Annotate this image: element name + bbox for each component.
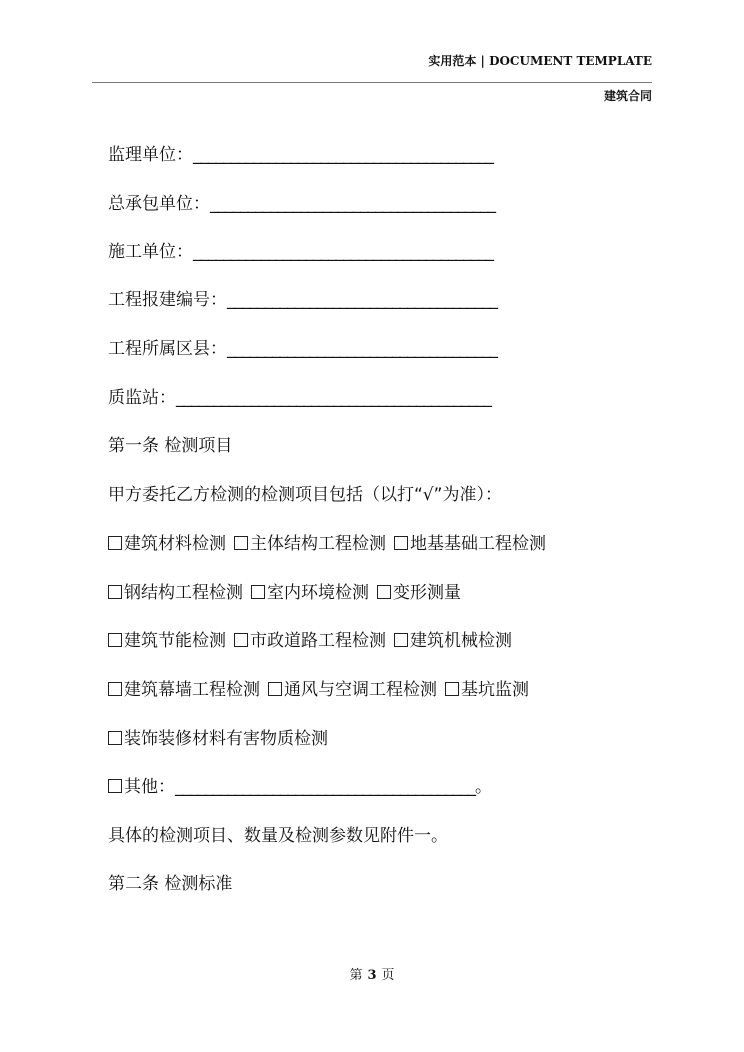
field-label: 工程报建编号：: [108, 290, 227, 310]
checkbox-icon[interactable]: [445, 682, 459, 696]
other-end: 。: [475, 777, 492, 797]
checkbox-item[interactable]: [108, 583, 243, 603]
checkbox-label: 建筑材料检测: [124, 534, 226, 554]
detail-text: 具体的检测项目、数量及检测参数见附件一。: [108, 826, 448, 846]
checkbox-icon[interactable]: [108, 633, 122, 647]
checkbox-item[interactable]: [251, 583, 369, 603]
field-supervisor: [108, 143, 493, 167]
header-rule: [92, 82, 652, 83]
checkbox-row: [108, 727, 328, 751]
checkbox-row: [108, 581, 461, 605]
checkbox-icon[interactable]: [108, 585, 122, 599]
field-construction-unit: [108, 240, 493, 264]
checkbox-icon[interactable]: [394, 633, 408, 647]
checkbox-label: 地基基础工程检测: [410, 534, 546, 554]
page-number: 3: [367, 968, 377, 983]
checkbox-item[interactable]: [108, 680, 260, 700]
field-blank: ____________________________________: [227, 339, 497, 359]
checkbox-icon[interactable]: [108, 536, 122, 550]
checkbox-icon[interactable]: [377, 585, 391, 599]
checkbox-item[interactable]: [234, 534, 386, 554]
checkbox-icon[interactable]: [108, 731, 122, 745]
page-footer: [0, 964, 744, 983]
section1-intro: 甲方委托乙方检测的检测项目包括（以打“√”为准）：: [108, 485, 502, 505]
checkbox-label: 变形测量: [393, 583, 461, 603]
checkbox-row: [108, 629, 512, 653]
header-subtitle: 建筑合同: [603, 89, 652, 103]
checkbox-label: 建筑节能检测: [124, 631, 226, 651]
checkbox-item[interactable]: [108, 729, 328, 749]
checkbox-label: 主体结构工程检测: [250, 534, 386, 554]
checkbox-label: 室内环境检测: [267, 583, 369, 603]
field-registration-number: [108, 288, 497, 312]
field-label: 监理单位：: [108, 145, 193, 165]
field-district: [108, 337, 497, 361]
footer-suffix: 页: [381, 968, 395, 983]
checkbox-icon[interactable]: [234, 536, 248, 550]
checkbox-icon[interactable]: [108, 779, 122, 793]
field-label: 施工单位：: [108, 242, 193, 262]
section1-title: 第一条 检测项目: [108, 436, 233, 456]
checkbox-icon[interactable]: [251, 585, 265, 599]
checkbox-icon[interactable]: [234, 633, 248, 647]
checkbox-item[interactable]: [394, 631, 512, 651]
checkbox-icon[interactable]: [268, 682, 282, 696]
checkbox-icon[interactable]: [394, 536, 408, 550]
field-general-contractor: [108, 192, 495, 216]
checkbox-label: 通风与空调工程检测: [284, 680, 437, 700]
field-blank: ________________________________________: [193, 242, 493, 262]
header-title: 实用范本 | DOCUMENT TEMPLATE: [428, 54, 652, 68]
field-quality-station: [108, 386, 491, 410]
checkbox-item[interactable]: [108, 534, 226, 554]
checkbox-item[interactable]: [108, 631, 226, 651]
checkbox-row: [108, 678, 529, 702]
checkbox-row-other: [108, 775, 492, 799]
checkbox-label: 装饰装修材料有害物质检测: [124, 729, 328, 749]
field-blank: __________________________________________: [176, 388, 491, 408]
other-blank: ________________________________________: [175, 777, 475, 797]
field-blank: ____________________________________: [227, 290, 497, 310]
footer-prefix: 第: [349, 968, 363, 983]
checkbox-item[interactable]: [268, 680, 437, 700]
checkbox-item[interactable]: [445, 680, 529, 700]
checkbox-item[interactable]: [234, 631, 386, 651]
checkbox-icon[interactable]: [108, 682, 122, 696]
field-blank: ________________________________________: [193, 145, 493, 165]
checkbox-label: 钢结构工程检测: [124, 583, 243, 603]
section2-title: 第二条 检测标准: [108, 874, 233, 894]
other-label: 其他：: [124, 777, 175, 797]
field-label: 工程所属区县：: [108, 339, 227, 359]
checkbox-label: 市政道路工程检测: [250, 631, 386, 651]
checkbox-row: [108, 532, 546, 556]
checkbox-item[interactable]: [394, 534, 546, 554]
field-label: 质监站：: [108, 388, 176, 408]
field-blank: ______________________________________: [210, 194, 495, 214]
checkbox-label: 基坑监测: [461, 680, 529, 700]
checkbox-item[interactable]: [377, 583, 461, 603]
checkbox-label: 建筑机械检测: [410, 631, 512, 651]
field-label: 总承包单位：: [108, 194, 210, 214]
checkbox-label: 建筑幕墙工程检测: [124, 680, 260, 700]
